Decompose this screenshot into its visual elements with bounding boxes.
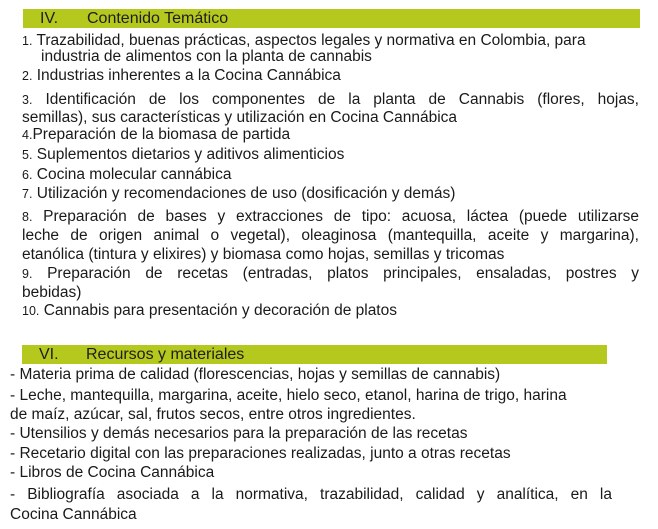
item-number: 2.	[22, 69, 33, 83]
item-text: - Materia prima de calidad (florescencias, hojas y semillas de cannabis)	[10, 366, 501, 383]
item-text: Trazabilidad, buenas prácticas, aspectos legales y normativa en Colombia, para	[36, 32, 586, 49]
item-number: 3.	[22, 93, 33, 107]
item-text: bebidas)	[22, 284, 82, 301]
item-text: - Recetario digital con las preparaciones realizadas, junto a otras recetas	[10, 445, 511, 462]
item-number: 4.	[22, 128, 33, 142]
section-title: Recursos y materiales	[86, 346, 245, 363]
item-text: Industrias inherentes a la Cocina Cannábica	[36, 67, 341, 84]
item-number: 8.	[22, 210, 33, 224]
item-number: 6.	[22, 168, 33, 182]
item-text: etanólica (tintura y elixires) y biomasa como hojas, semillas y tricomas	[22, 246, 505, 263]
item-text: de maíz, azúcar, sal, frutos secos, entre otros ingredientes.	[10, 406, 416, 423]
item-text: Preparación de la biomasa de partida	[32, 126, 291, 143]
item-text: Suplementos dietarios y aditivos alimenticios	[36, 146, 345, 163]
item-text: Identificación de los componentes de la planta de Cannabis (flores, hojas,	[45, 91, 639, 108]
item-number: 9.	[22, 267, 33, 281]
item-number: 5.	[22, 148, 33, 162]
item-text: - Leche, mantequilla, margarina, aceite, hielo seco, etanol, harina de trigo, harina	[10, 387, 567, 404]
item-number: 10.	[22, 304, 40, 318]
section-header-contenido-tematico	[23, 9, 640, 28]
item-text: Cocina Cannábica	[10, 506, 137, 523]
item-text: semillas), sus características y utilización en Cocina Cannábica	[22, 109, 458, 126]
item-text: - Bibliografía asociada a la normativa, trazabilidad, calidad y analítica, en la	[10, 486, 612, 503]
item-text: Preparación de recetas (entradas, platos principales, ensaladas, postres y	[47, 265, 640, 282]
section-title: Contenido Temático	[87, 10, 229, 27]
item-text: - Utensilios y demás necesarios para la preparación de las recetas	[10, 425, 468, 442]
item-text: Cocina molecular cannábica	[36, 166, 232, 183]
item-text: Utilización y recomendaciones de uso (dosificación y demás)	[36, 185, 456, 202]
section-number: IV.	[40, 10, 59, 27]
item-number: 7.	[22, 187, 33, 201]
item-text: - Libros de Cocina Cannábica	[10, 464, 215, 481]
item-text: Preparación de bases y extracciones de tipo: acuosa, láctea (puede utilizarse	[43, 208, 639, 225]
item-text: Cannabis para presentación y decoración de platos	[43, 302, 397, 319]
section-header-recursos-materiales	[22, 345, 607, 364]
item-text: leche de origen animal o vegetal), oleaginosa (mantequilla, aceite y margarina),	[22, 227, 639, 244]
item-text: industria de alimentos con la planta de cannabis	[41, 48, 372, 65]
section-number: VI.	[39, 346, 59, 363]
item-number: 1.	[22, 34, 33, 48]
